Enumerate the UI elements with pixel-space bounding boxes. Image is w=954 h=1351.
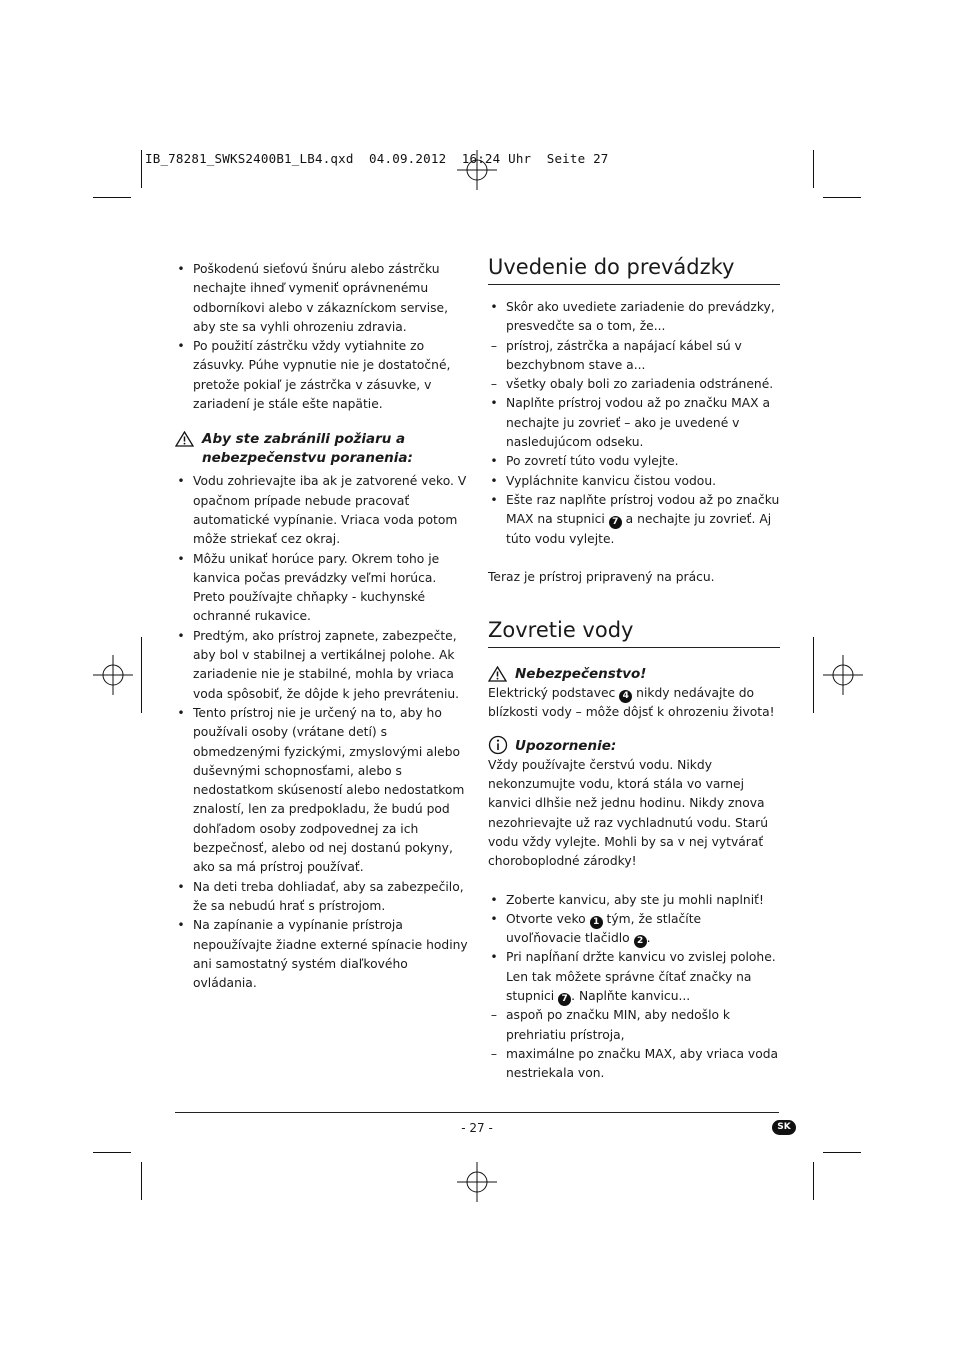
list-item: – maximálne po značku MAX, aby vriaca voda nestriekala von. <box>490 1046 779 1081</box>
operation-list <box>488 298 780 549</box>
list-item: • Na deti treba dohliadať, aby sa zabezpečilo, že sa nebudú hrať s prístrojom. <box>177 879 464 913</box>
footer-divider <box>175 1112 779 1113</box>
list-item: • Skôr ako uvediete zariadenie do prevádzky, presvedčte sa o tom, že... <box>490 300 775 334</box>
registration-mark-icon <box>457 1162 497 1202</box>
list-item: • Tento prístroj nie je určený na to, aby ho používali osoby (vrátane detí) s obmedzenými fyzickými, zmyslovými alebo duševnými schopnosťami, alebo s nedostatkom skúseností alebo nedostatkom znalostí, len za predpokladu, že budú pod dohľadom osoby zodpovednej za ich bezpečnosť, alebo od nej dostanú pokyny, ako sa má prístroj používať. <box>177 705 465 875</box>
right-column <box>488 252 780 1084</box>
list-item: • Na zapínanie a vypínanie prístroja nepoužívajte žiadne externé spínacie hodiny ani samostatný systém diaľkového ovládania. <box>177 918 468 991</box>
fire-warning-heading: Aby ste zabránili požiaru a nebezpečenstvu poranenia: <box>175 430 470 468</box>
left-column <box>175 260 470 993</box>
list-item: • Poškodenú sieťovú šnúru alebo zástrčku nechajte ihneď vymeniť oprávnenému odborníkovi alebo v zákazníckom servise, aby ste sa vyhli ohrozeniu zdravia. <box>177 262 449 334</box>
list-item: • Ešte raz naplňte prístroj vodou až po značku MAX na stupnici 7 a nechajte ju zovrieť. Aj túto vodu vylejte. <box>490 492 780 546</box>
list-item: • Pri napĺňaní držte kanvicu vo zvislej polohe. Len tak môžete správne čítať značky na stupnici 7 . Naplňte kanvicu... <box>490 950 776 1005</box>
warning-triangle-icon <box>488 666 507 682</box>
list-item: • Otvorte veko 1 tým, že stlačíte uvoľňovacie tlačidlo 2 . <box>490 911 702 947</box>
part-number-badge: 1 <box>590 916 603 929</box>
registration-mark-icon <box>823 655 863 695</box>
list-item: • Môžu unikať horúce pary. Okrem toho je kanvica počas prevádzky veľmi horúca. Preto používajte chňapky - kuchynské ochranné rukavice. <box>177 551 440 624</box>
list-item: • Vypláchnite kanvicu čistou vodou. <box>490 473 717 488</box>
part-number-badge: 7 <box>609 516 622 529</box>
list-item: • Po použití zástrčku vždy vytiahnite zo zásuvky. Púhe vypnutie nie je dostatočné, pretože pokiaľ je zástrčka v zásuvke, v zariadení je stále ešte napätie. <box>177 339 451 412</box>
list-item: – prístroj, zástrčka a napájací kábel sú v bezchybnom stave a... <box>490 338 742 372</box>
fire-warning-list <box>175 472 470 993</box>
danger-text: Elektrický podstavec 4 nikdy nedávajte do blízkosti vody – môže dôjsť k ohrozeniu života! <box>488 686 775 720</box>
list-item: – aspoň po značku MIN, aby nedošlo k prehriatiu prístroja, <box>490 1008 731 1042</box>
list-item: • Vodu zohrievajte iba ak je zatvorené veko. V opačnom prípade nebude pracovať automatické vypínanie. Vriaca voda potom môže striekať cez okraj. <box>177 474 467 547</box>
section-title-boiling: Zovretie vody <box>488 615 780 648</box>
part-number-badge: 7 <box>558 993 571 1006</box>
list-item: • Zoberte kanvicu, aby ste ju mohli naplniť! <box>490 892 764 907</box>
crop-mark <box>813 637 814 713</box>
crop-mark <box>141 637 142 713</box>
part-number-badge: 4 <box>619 690 632 703</box>
list-item: – všetky obaly boli zo zariadenia odstránené. <box>490 377 774 392</box>
list-item: • Po zovretí túto vodu vylejte. <box>490 454 679 469</box>
intro-list <box>175 260 470 414</box>
note-text: Vždy používajte čerstvú vodu. Nikdy nekonzumujte vodu, ktorá stála vo varnej kanvici dlhšie než jednu hodinu. Nikdy znova nezohrievajte už raz vychladnutú vodu. Starú vodu vždy vylejte. Mohli by sa v nej vytvárať choroboplodné zárodky! <box>488 757 769 869</box>
ready-text: Teraz je prístroj pripravený na prácu. <box>488 569 715 584</box>
registration-mark-icon <box>93 655 133 695</box>
language-badge: SK <box>772 1120 796 1135</box>
section-title-operation: Uvedenie do prevádzky <box>488 252 780 285</box>
warning-triangle-icon <box>175 431 194 447</box>
list-item: • Naplňte prístroj vodou až po značku MAX a nechajte ju zovrieť – ako je uvedené v nasledujúcom odseku. <box>490 396 771 450</box>
danger-heading: Nebezpečenstvo! <box>488 665 780 684</box>
list-item: • Predtým, ako prístroj zapnete, zabezpečte, aby bol v stabilnej a vertikálnej polohe. Ak zariadenie nie je stabilné, mohla by vriaca voda spôsobiť, že dôjde k jeho prevráteniu. <box>177 628 460 701</box>
part-number-badge: 2 <box>634 935 647 948</box>
note-heading: Upozornenie: <box>488 737 780 756</box>
page-number: - 27 - <box>461 1121 493 1135</box>
boiling-list <box>488 891 780 1084</box>
file-slug: IB_78281_SWKS2400B1_LB4.qxd 04.09.2012 16:24 Uhr Seite 27 <box>145 151 609 166</box>
info-icon <box>488 735 508 755</box>
